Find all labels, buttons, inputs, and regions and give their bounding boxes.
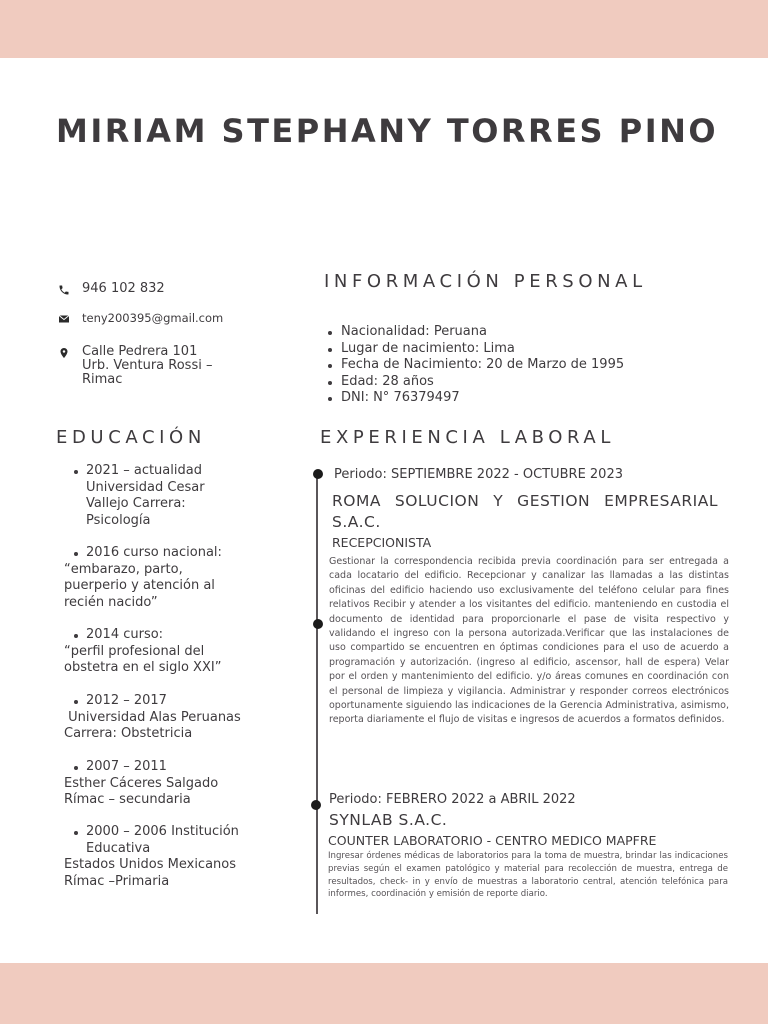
education-item <box>64 824 284 890</box>
timeline-line <box>316 474 318 914</box>
education-line: Carrera: Obstetricia <box>64 726 193 741</box>
personal-info-item: Edad: 28 años <box>326 374 624 391</box>
education-line: Rímac – secundaria <box>64 792 191 807</box>
education-line: 2007 – 2011 <box>64 759 284 776</box>
job-role: COUNTER LABORATORIO - CENTRO MEDICO MAPFRE <box>328 833 657 848</box>
job-period: Periodo: SEPTIEMBRE 2022 - OCTUBRE 2023 <box>334 467 623 482</box>
job-description: Gestionar la correspondencia recibida previa coordinación para ser entregada a cada locatario del edificio. Recepcionar y canalizar las llamadas a las distintas oficinas del edificio haciendo uso exclusivamente del teléfono celular para fines relativos Recibir y atender a los visitantes del edificio. manteniendo en custodia el documento de identidad para proporcionarle el pase de visita respectivo y validando el ingreso con la persona autorizada.Verificar que las instalaciones de uso compartido se encuentren en óptimas condiciones para el uso de acuerdo a programación y autorización. (ingreso al edificio, ascensor, hall de espera) Velar por el orden y mantenimiento del edificio. y/o áreas comunes en coordinación con el personal de limpieza y vigilancia. Administrar y responder correos electrónicos oportunamente siguiendo las indicaciones de la Gerencia Administrativa, asimismo, reporta diariamente el flujo de visitas e ingresos de acuerdos a formatos definidos. <box>329 556 729 726</box>
education-heading: EDUCACIÓN <box>56 427 206 448</box>
education-line: obstetra en el siglo XXI” <box>64 660 222 675</box>
education-item <box>64 463 284 529</box>
envelope-icon <box>58 313 70 325</box>
education-line: Rímac –Primaria <box>64 873 170 889</box>
education-line: recién nacido” <box>64 594 158 610</box>
education-line: Universidad Cesar <box>86 479 205 495</box>
education-line: 2000 – 2006 Institución <box>64 824 284 841</box>
job-company: ROMA SOLUCION Y GESTION EMPRESARIAL S.A.C. <box>332 492 718 531</box>
education-line: 2021 – actualidad <box>64 463 284 480</box>
job-company: SYNLAB S.A.C. <box>329 811 448 829</box>
personal-info-item: Lugar de nacimiento: Lima <box>326 341 624 358</box>
education-line: Universidad Alas Peruanas <box>64 709 241 725</box>
personal-info-item: DNI: N° 76379497 <box>326 390 624 407</box>
timeline-dot <box>313 469 323 479</box>
bottom-decorative-band <box>0 963 768 1024</box>
education-line: 2016 curso nacional: <box>64 545 284 562</box>
contact-address <box>58 345 212 387</box>
education-line: puerperio y atención al <box>64 578 215 593</box>
job-description: Ingresar órdenes médicas de laboratorios para la toma de muestra, brindar las indicaciones previas según el examen patológico y material para recolección de muestra, entrega de resultados, check- in y envío de muestras a laboratorio central, atención telefónica para informes, coordinación y emisión de reporte diario. <box>328 851 728 900</box>
map-pin-icon <box>58 347 70 359</box>
education-line: Estados Unidos Mexicanos <box>64 857 237 872</box>
education-line: 2012 – 2017 <box>64 693 284 710</box>
address-line: Calle Pedrera 101 <box>82 344 198 359</box>
education-item <box>64 545 284 611</box>
education-item <box>64 693 284 743</box>
job-role: RECEPCIONISTA <box>332 535 432 550</box>
email-address: teny200395@gmail.com <box>82 311 224 325</box>
contact-phone <box>58 282 165 296</box>
phone-number: 946 102 832 <box>82 281 165 296</box>
education-item <box>64 627 284 677</box>
timeline-dot <box>313 619 323 629</box>
education-line: “embarazo, parto, <box>64 561 183 577</box>
address-line: Rimac <box>82 372 123 387</box>
education-line: Psicología <box>86 512 151 528</box>
personal-info-list <box>326 324 624 407</box>
education-line: Educativa <box>86 840 151 856</box>
phone-icon <box>58 284 70 296</box>
top-decorative-band <box>0 0 768 58</box>
timeline-dot <box>311 800 321 810</box>
job-period: Periodo: FEBRERO 2022 a ABRIL 2022 <box>329 792 576 807</box>
education-line: 2014 curso: <box>64 627 284 644</box>
personal-info-item: Nacionalidad: Peruana <box>326 324 624 341</box>
education-item <box>64 759 284 809</box>
contact-email <box>58 311 223 325</box>
personal-info-item: Fecha de Nacimiento: 20 de Marzo de 1995 <box>326 357 624 374</box>
education-line: Vallejo Carrera: <box>86 496 186 511</box>
experience-heading: EXPERIENCIA LABORAL <box>320 427 615 448</box>
address-text <box>82 345 212 387</box>
candidate-name: MIRIAM STEPHANY TORRES PINO <box>56 112 719 150</box>
education-line: Esther Cáceres Salgado <box>64 775 219 791</box>
address-line: Urb. Ventura Rossi – <box>82 358 213 373</box>
personal-info-heading: INFORMACIÓN PERSONAL <box>324 271 647 292</box>
education-line: “perfil profesional del <box>64 643 205 659</box>
